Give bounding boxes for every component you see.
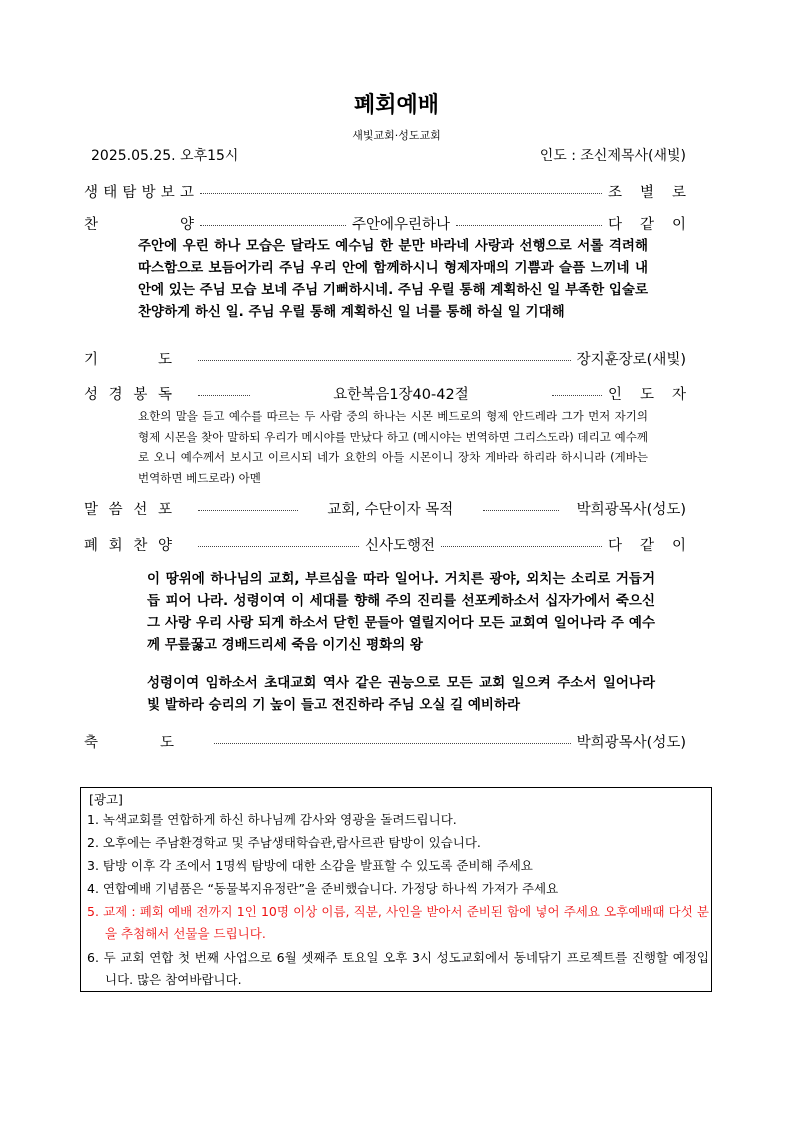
- order-person: 박희광목사(성도): [576, 501, 687, 518]
- order-person: 다 같 이: [608, 537, 686, 554]
- sermon-title: 교회, 수단이자 목적: [327, 501, 454, 518]
- order-person: 조 별 로: [608, 184, 686, 201]
- order-row-sermon: [84, 496, 686, 520]
- order-row-reading: [84, 381, 686, 405]
- order-row-hymn1: [84, 211, 686, 235]
- order-row-prayer: [84, 346, 686, 370]
- order-person: 박희광목사(성도): [576, 734, 686, 751]
- dot-leader: [441, 546, 602, 547]
- announcement-item: 6. 두 교회 연합 첫 번째 사업으로 6월 셋째주 토요일 오후 3시 성도교회에서 동네닦기 프로젝트를 진행할 예정입니다. 많은 참여바랍니다.: [87, 950, 709, 987]
- hymn-lyrics: 주안에 우린 하나 모습은 달라도 예수님 한 분만 바라네 사랑과 선행으로 서롤 격려해 따스함으로 보듬어가리 주님 우리 안에 함께하시니 형제자매의 기쁨과 슬픔 느끼네 내안에 있는 주님 모습 보네 주님 기뻐하시네. 주님 우릴 통해 계획하신 일 부족한 입술로 찬양하게 하신 일. 주님 우릴 통해 계획하신 일 너를 통해 하실 일 기대해: [138, 238, 648, 320]
- dot-leader: [198, 546, 359, 547]
- dot-leader: [200, 193, 602, 194]
- service-leader: 인도 : 조신제목사(새빛): [539, 148, 686, 164]
- page-subtitle: 새빛교회·성도교회: [352, 129, 441, 142]
- hymn-lyrics: 이 땅위에 하나님의 교회, 부르심을 따라 일어나. 거치른 광야, 외치는 소리로 거듭거듭 피어 나라. 성령이여 이 세대를 향해 주의 진리를 선포케하소서 십자가에서 죽으신 그 사랑 우리 사랑 되게 하소서 닫힌 문들아 열릴지어다 모든 교회여 일어나라 주 예수께 무릎꿇고 경배드리세 죽음 이기신 평화의 왕: [147, 571, 655, 653]
- order-label: 폐 회 찬 양: [84, 537, 172, 554]
- service-datetime: 2025.05.25. 오후15시: [91, 148, 239, 164]
- announcements-heading: [광고]: [89, 792, 123, 807]
- order-person: 인 도 자: [608, 386, 686, 403]
- order-row-blessing: [84, 729, 686, 753]
- dot-leader: [456, 225, 602, 226]
- dot-leader: [214, 743, 571, 744]
- order-label: 말 씀 선 포: [84, 501, 172, 518]
- order-row-hymn2: [84, 532, 686, 556]
- announcements-box: [80, 787, 712, 992]
- dot-leader: [483, 510, 559, 511]
- order-label: 생 태 탐 방 보 고: [84, 184, 194, 201]
- dot-leader: [198, 510, 298, 511]
- announcement-item-highlight: 5. 교제 : 폐회 예배 전까지 1인 10명 이상 이름, 직분, 사인을 받아서 준비된 함에 넣어 주세요 오후예배때 다섯 분을 추첨해서 선물을 드립니다.: [87, 904, 709, 941]
- announcement-item: 2. 오후에는 주남환경학교 및 주남생태학습관,람사르관 탐방이 있습니다.: [87, 835, 481, 850]
- hymn-title: 주안에우린하나: [351, 216, 451, 233]
- dot-leader: [552, 395, 602, 396]
- scripture-reference: 요한복음1장40-42절: [333, 386, 469, 403]
- announcement-item: 1. 녹색교회를 연합하게 하신 하나님께 감사와 영광을 돌려드립니다.: [87, 812, 457, 827]
- hymn-title: 신사도행전: [364, 537, 436, 554]
- hymn-lyrics-second: 성령이여 임하소서 초대교회 역사 같은 권능으로 모든 교회 일으켜 주소서 일어나라 빛 발하라 승리의 기 높이 들고 전진하라 주님 오실 길 예비하라: [147, 675, 655, 713]
- order-label: 찬 양: [84, 216, 194, 233]
- dot-leader: [198, 360, 571, 361]
- order-person: 장지훈장로(새빛): [576, 351, 686, 368]
- order-row-report: [84, 179, 686, 203]
- dot-leader: [200, 225, 346, 226]
- order-label: 성 경 봉 독: [84, 386, 172, 403]
- scripture-text: 요한의 말을 듣고 예수를 따르는 두 사람 중의 하나는 시몬 베드로의 형제 안드레라 그가 먼저 자기의 형제 시몬을 찾아 말하되 우리가 메시야를 만났다 하고 (메시야는 번역하면 그리스도라) 데리고 예수께로 오니 예수께서 보시고 이르시되 네가 요한의 아들 시몬이니 장차 게바라 하리라 하시니라 (게바는 번역하면 베드로라) 아멘: [138, 409, 648, 485]
- order-label: 축 도: [84, 734, 174, 751]
- page-title: 폐회예배: [353, 93, 439, 118]
- announcement-item: 3. 탐방 이후 각 조에서 1명씩 탐방에 대한 소감을 발표할 수 있도록 준비해 주세요: [87, 858, 533, 873]
- announcement-item: 4. 연합예배 기념품은 “동물복지유정란”을 준비했습니다. 가정당 하나씩 가져가 주세요: [87, 881, 559, 896]
- order-label: 기 도: [84, 351, 172, 368]
- dot-leader: [198, 395, 250, 396]
- order-person: 다 같 이: [608, 216, 686, 233]
